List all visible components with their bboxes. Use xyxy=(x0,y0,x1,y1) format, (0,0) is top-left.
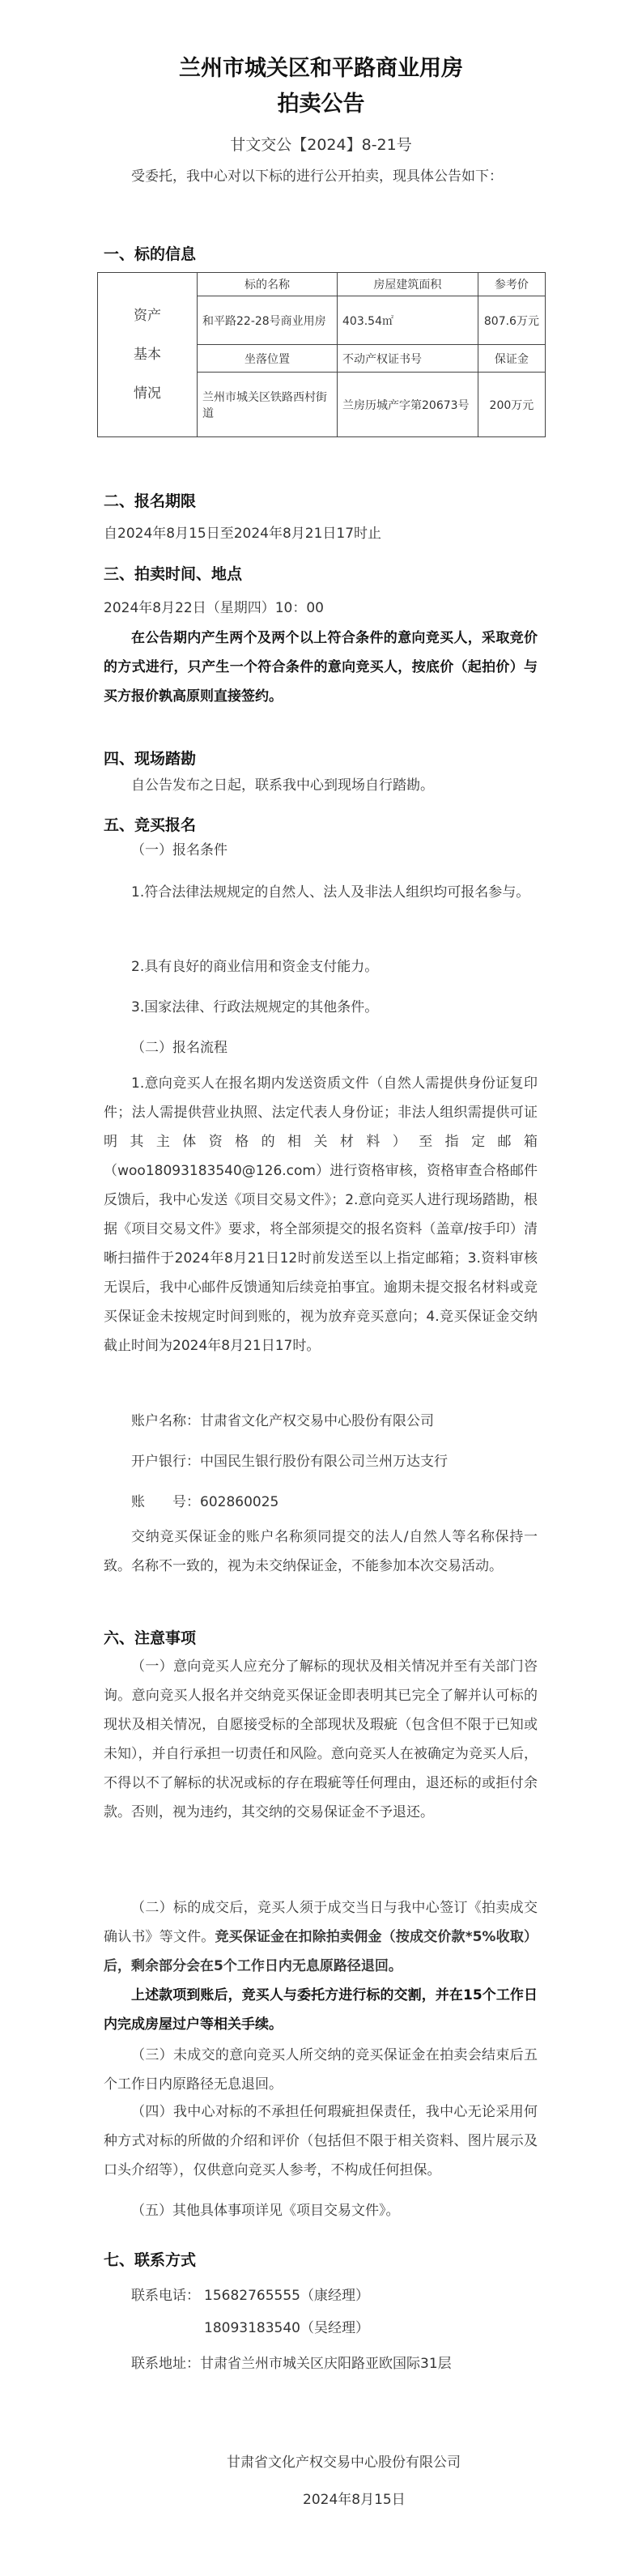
table-header-cell: 房屋建筑面积 xyxy=(338,273,478,296)
asset-table xyxy=(97,272,546,437)
asset-row-header xyxy=(98,273,198,437)
notice-item-2 xyxy=(104,1893,538,1981)
page-title: 兰州市城关区和平路商业用房 xyxy=(179,56,463,81)
table-cell-asset-name: 和平路22-28号商业用房 xyxy=(198,296,338,345)
table-cell-reference-price: 807.6万元 xyxy=(478,296,545,345)
section-heading-6: 六、注意事项 xyxy=(104,1629,197,1647)
bidding-rule: 在公告期内产生两个及两个以上符合条件的意向竞买人，采取竞价的方式进行，只产生一个符合条件的意向竞买人，按底价（起拍价）与买方报价孰高原则直接签约。 xyxy=(104,630,538,705)
sub-heading-process: （二）报名流程 xyxy=(131,1040,227,1056)
table-header-cell: 不动产权证书号 xyxy=(338,345,478,373)
row-head-3: 情况 xyxy=(134,385,161,402)
registration-process: 1.意向竞买人在报名期内发送资质文件（自然人需提供身份证复印件；法人需提供营业执照、法定代表人身份证；非法人组织需提供可证明其主体资格的相关材料）至指定邮箱（woo18093183540@126.com）进行资格审核，资格审查合格邮件反馈后，我中心发送《项目交易文件》；2.意向竞买人进行现场踏勘，根据《项目交易文件》要求，将全部须提交的报名资料（盖章/按手印）清晰扫描件于2024年8月21日12时前发送至以上指定邮箱；3.资料审核无误后，我中心邮件反馈通知后续竞拍事宜。逾期未提交报名材料或竞买保证金未按规定时间到账的，视为放弃竞买意向；4.竞买保证金交纳截止时间为2024年8月21日17时。 xyxy=(104,1075,538,1354)
contact-address: 联系地址：甘肃省兰州市城关区庆阳路亚欧国际31层 xyxy=(131,2356,452,2372)
condition-2: 2.具有良好的商业信用和资金支付能力。 xyxy=(131,959,379,975)
sub-heading-conditions: （一）报名条件 xyxy=(131,842,227,858)
section-heading-7: 七、联系方式 xyxy=(104,2251,197,2269)
condition-3: 3.国家法律、行政法规规定的其他条件。 xyxy=(131,999,379,1015)
contact-phone-1: 15682765555（康经理） xyxy=(204,2288,369,2304)
notice-item-4: （四）我中心对标的不承担任何瑕疵担保责任，我中心无论采用何种方式对标的所做的介绍和评价（包括但不限于相关资料、图片展示及口头介绍等），仅供意向竞买人参考，不构成任何担保。 xyxy=(104,2104,538,2178)
condition-1: 1.符合法律法规规定的自然人、法人及非法人组织均可报名参与。 xyxy=(131,884,530,901)
registration-period: 自2024年8月15日至2024年8月21日17时止 xyxy=(104,526,382,542)
contact-phone-2: 18093183540（吴经理） xyxy=(204,2320,369,2336)
table-cell-area: 403.54㎡ xyxy=(338,296,478,345)
section-heading-5: 五、竞买报名 xyxy=(104,816,197,834)
auction-time: 2024年8月22日（星期四）10：00 xyxy=(104,600,324,616)
table-header-cell: 保证金 xyxy=(478,345,545,373)
table-cell-location: 兰州市城关区铁路西村街道 xyxy=(198,373,338,437)
notice-item-1: （一）意向竞买人应充分了解标的现状及相关情况并至有关部门咨询。意向竞买人报名并交纳竞买保证金即表明其已完全了解并认可标的现状及相关情况，自愿接受标的全部现状及瑕疵（包含但不限于已知或未知），并自行承担一切责任和风险。意向竞买人在被确定为竞买人后，不得以不了解标的状况或标的存在瑕疵等任何理由，退还标的或拒付余款。否则，视为违约，其交纳的交易保证金不予退还。 xyxy=(104,1658,538,1820)
account-name: 账户名称：甘肃省文化产权交易中心股份有限公司 xyxy=(131,1413,434,1429)
notice-transfer: 上述款项到账后，竞买人与委托方进行标的交割，并在15个工作日内完成房屋过户等相关手续。 xyxy=(104,1987,538,2033)
section-heading-3: 三、拍卖时间、地点 xyxy=(104,565,243,583)
issuer-org: 甘肃省文化产权交易中心股份有限公司 xyxy=(227,2455,461,2471)
table-header-cell: 标的名称 xyxy=(198,273,338,296)
page-subtitle: 拍卖公告 xyxy=(277,92,365,117)
table-header-cell: 参考价 xyxy=(478,273,545,296)
bank-name: 开户银行：中国民生银行股份有限公司兰州万达支行 xyxy=(131,1454,448,1470)
section-heading-1: 一、标的信息 xyxy=(104,245,197,263)
row-head-1: 资产 xyxy=(134,308,161,324)
issue-date: 2024年8月15日 xyxy=(303,2492,406,2508)
deposit-note: 交纳竞买保证金的账户名称须同提交的法人/自然人等名称保持一致。名称不一致的，视为未交纳保证金，不能参加本次交易活动。 xyxy=(104,1529,538,1574)
section-heading-2: 二、报名期限 xyxy=(104,492,197,510)
document-number: 甘文交公【2024】8-21号 xyxy=(230,136,412,154)
notice-item-2-text: （二）标的成交后，竞买人须于成交当日与我中心签订《拍卖成交确认书》等文件。 xyxy=(104,1900,538,1945)
account-number: 账 号：602860025 xyxy=(131,1494,279,1510)
row-head-2: 基本 xyxy=(134,347,161,363)
contact-phone-label: 联系电话： xyxy=(131,2288,200,2304)
notice-item-2-bold: 竞买保证金在扣除拍卖佣金（按成交价款*5%收取）后，剩余部分会在5个工作日内无息原路径退回。 xyxy=(104,1929,538,1974)
site-inspection: 自公告发布之日起，联系我中心到现场自行踏勘。 xyxy=(131,777,434,794)
table-header-cell: 坐落位置 xyxy=(198,345,338,373)
section-heading-4: 四、现场踏勘 xyxy=(104,750,197,768)
table-cell-deposit: 200万元 xyxy=(478,373,545,437)
intro-paragraph: 受委托，我中心对以下标的进行公开拍卖，现具体公告如下： xyxy=(131,168,503,185)
table-cell-certificate: 兰房历城产字第20673号 xyxy=(338,373,478,437)
notice-item-5: （五）其他具体事项详见《项目交易文件》。 xyxy=(131,2203,400,2219)
notice-item-3: （三）未成交的意向竞买人所交纳的竞买保证金在拍卖会结束后五个工作日内原路径无息退回。 xyxy=(104,2047,538,2093)
